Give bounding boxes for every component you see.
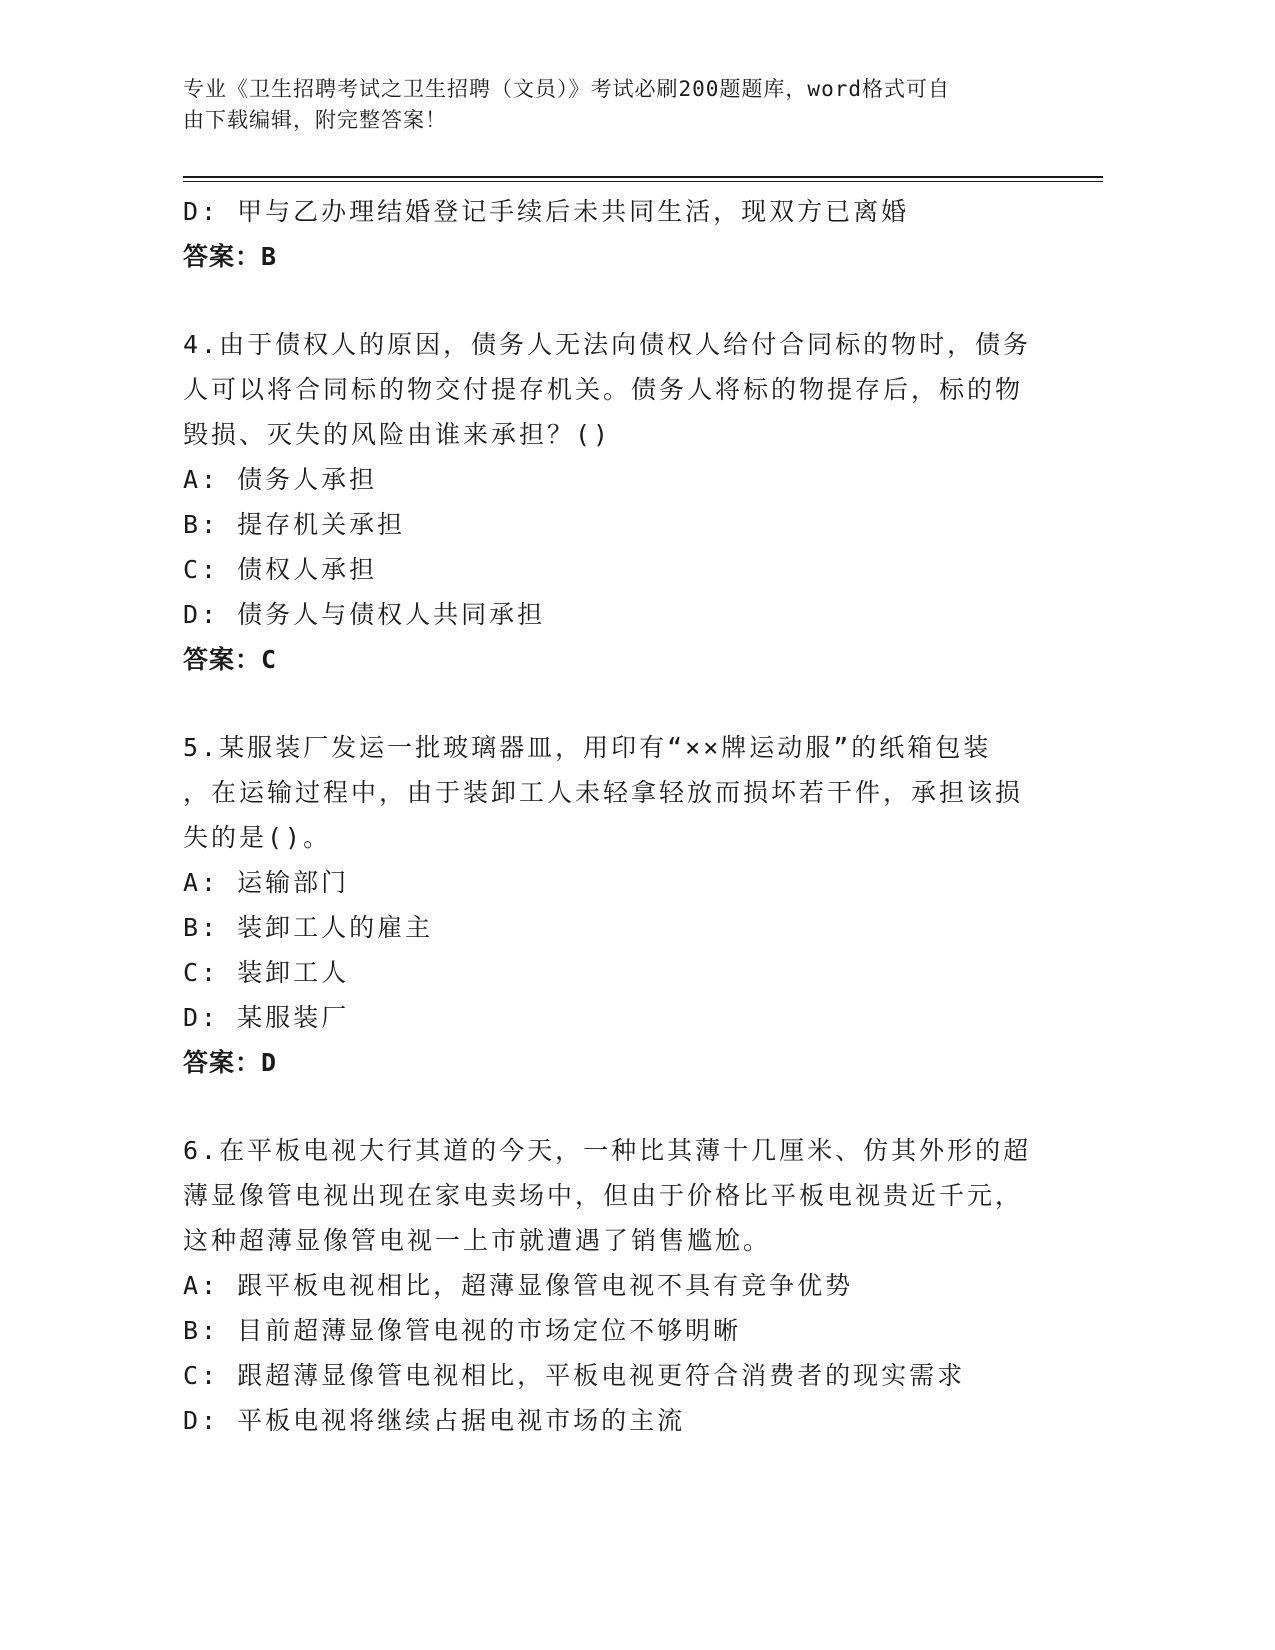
option-a: A: 跟平板电视相比，超薄显像管电视不具有竞争优势 xyxy=(183,1271,854,1300)
question-stem-line: 薄显像管电视出现在家电卖场中，但由于价格比平板电视贵近千元， xyxy=(183,1181,1024,1210)
option-c: C: 装卸工人 xyxy=(183,958,350,987)
question-5 xyxy=(183,725,1043,1085)
option-d: D: 甲与乙办理结婚登记手续后未共同生活，现双方已离婚 xyxy=(183,197,910,226)
header-line-2: 由下载编辑，附完整答案！ xyxy=(183,108,447,132)
document-header xyxy=(183,74,1053,136)
header-divider-thick xyxy=(183,176,1103,178)
question-stem-line: 5.某服装厂发运一批玻璃器皿，用印有“××牌运动服”的纸箱包装 xyxy=(183,733,992,762)
option-c: C: 跟超薄显像管电视相比，平板电视更符合消费者的现实需求 xyxy=(183,1361,966,1390)
question-6 xyxy=(183,1128,1043,1443)
question-spacer xyxy=(183,1085,1043,1128)
question-3 xyxy=(183,189,1043,279)
question-stem-line: 人可以将合同标的物交付提存机关。债务人将标的物提存后，标的物 xyxy=(183,375,1024,404)
question-4 xyxy=(183,322,1043,682)
option-d: D: 债务人与债权人共同承担 xyxy=(183,600,546,629)
question-stem-line: 毁损、灭失的风险由谁来承担？() xyxy=(183,420,612,449)
question-spacer xyxy=(183,279,1043,322)
option-d: D: 平板电视将继续占据电视市场的主流 xyxy=(183,1406,686,1435)
question-spacer xyxy=(183,682,1043,725)
answer-label: 答案：B xyxy=(183,242,278,271)
option-c: C: 债权人承担 xyxy=(183,555,378,584)
answer-label: 答案：D xyxy=(183,1048,278,1077)
option-d: D: 某服装厂 xyxy=(183,1003,350,1032)
answer-label: 答案：C xyxy=(183,645,278,674)
header-divider-thin xyxy=(183,181,1103,182)
question-stem-line: 失的是()。 xyxy=(183,823,332,852)
option-a: A: 运输部门 xyxy=(183,868,350,897)
option-b: B: 提存机关承担 xyxy=(183,510,406,539)
question-stem-line: ，在运输过程中，由于装卸工人未轻拿轻放而损坏若干件，承担该损 xyxy=(183,778,1024,807)
header-line-1: 专业《卫生招聘考试之卫生招聘（文员）》考试必刷200题题库，word格式可自 xyxy=(183,77,950,101)
option-a: A: 债务人承担 xyxy=(183,465,378,494)
question-list xyxy=(183,189,1043,1443)
option-b: B: 装卸工人的雇主 xyxy=(183,913,434,942)
question-stem-line: 这种超薄显像管电视一上市就遭遇了销售尴尬。 xyxy=(183,1226,772,1255)
option-b: B: 目前超薄显像管电视的市场定位不够明晰 xyxy=(183,1316,742,1345)
question-stem-line: 4.由于债权人的原因，债务人无法向债权人给付合同标的物时，债务 xyxy=(183,330,1032,359)
question-stem-line: 6.在平板电视大行其道的今天，一种比其薄十几厘米、仿其外形的超 xyxy=(183,1136,1032,1165)
